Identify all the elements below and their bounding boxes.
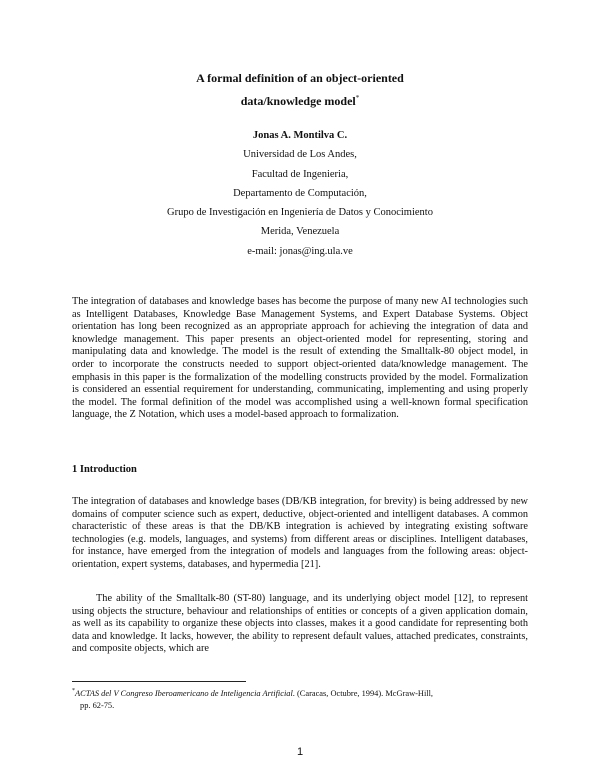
affiliation-line: Grupo de Investigación en Ingeniería de Datos y Conocimiento bbox=[167, 207, 433, 219]
title-line-2 bbox=[0, 88, 600, 111]
footnote-venue: ACTAS del V Congreso Iberoamericano de Inteligencia Artificial bbox=[75, 688, 293, 698]
affiliation-line: Universidad de Los Andes, bbox=[243, 149, 357, 161]
footnote-divider bbox=[72, 681, 246, 682]
page-number: 1 bbox=[296, 746, 304, 758]
author-block bbox=[0, 126, 600, 261]
footnote-line-1 bbox=[72, 685, 528, 700]
title-line-1: A formal definition of an object-oriented bbox=[196, 71, 404, 85]
affiliation-line: Merida, Venezuela bbox=[260, 226, 340, 238]
footnote-pages: pp. 62-75. bbox=[80, 700, 115, 710]
affiliation-line: Departamento de Computación, bbox=[233, 187, 367, 199]
title-footnote-marker: * bbox=[355, 94, 360, 102]
body-paragraph: The integration of databases and knowledge bases (DB/KB integration, for brevity) is being addressed by new domains of computer science such as expert, deductive, object-oriented and intelligent databases. A common characteristic of these areas is that the DB/KB integration is achieved by integrating existing software technologies (e.g. models, languages, and systems) from different areas or disciplines. Intelligent databases, for instance, have emerged from the integration of models and languages from the following areas: object-orientation, expert systems, databases, and hypermedia [21]. bbox=[72, 496, 528, 570]
title-line-2-text: data/knowledge model bbox=[240, 94, 356, 108]
abstract-paragraph: The integration of databases and knowledge bases has become the purpose of many new AI technologies such as Intelligent Databases, Knowledge Base Management Systems, and Expert Database Systems. Object orientation has long been recognized as an appropriate approach for achieving the integration of data and knowledge management. This paper presents an object-oriented model for representing, storing and manipulating data and knowledge. The model is the result of extending the Smalltalk-80 object model, in order to incorporate the constructs needed to support object-oriented data/knowledge management. The emphasis in this paper is the formalization of the modelling constructs provided by the model. Formalization is considered an essential requirement for understanding, communicating, implementing and using properly the model. The formal definition of the model was accomplished using a well-known formal specification language, the Z Notation, which uses a model-based approach to formalization. bbox=[72, 296, 528, 421]
affiliation-line: Facultad de Ingenieria, bbox=[251, 168, 349, 180]
body-paragraph: The ability of the Smalltalk-80 (ST-80) language, and its underlying object model [12], to represent using objects the structure, behaviour and relationships of entities or concepts of a given application domain, as well as its capability to organize these objects into classes, makes it a good candidate for representing both data and knowledge. It lacks, however, the ability to represent default values, attached predicates, constraints, and composite objects, which are bbox=[72, 593, 528, 655]
section-heading: 1 Introduction bbox=[72, 464, 137, 475]
paper-title bbox=[0, 68, 600, 111]
author-name: Jonas A. Montilva C. bbox=[252, 130, 348, 141]
footnote-marker: * bbox=[72, 688, 75, 694]
footnote-details: . (Caracas, Octubre, 1994). McGraw-Hill, bbox=[292, 688, 434, 698]
author-email: e-mail: jonas@ing.ula.ve bbox=[247, 245, 353, 257]
footnote bbox=[72, 685, 528, 712]
